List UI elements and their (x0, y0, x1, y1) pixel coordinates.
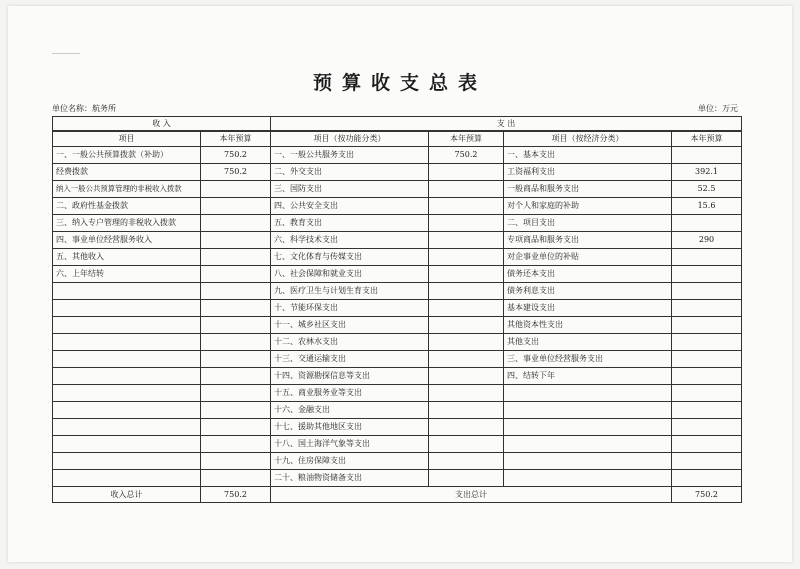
income-value-cell: 750.2 (201, 164, 271, 181)
function-value-cell (429, 402, 504, 419)
income-item-cell (53, 300, 201, 317)
unit-label: 单位：万元 (698, 104, 738, 113)
table-row (53, 283, 742, 300)
economic-value-cell: 290 (672, 232, 742, 249)
function-item-cell: 十七、援助其他地区支出 (271, 419, 429, 436)
function-item-cell: 十三、交通运输支出 (271, 351, 429, 368)
income-value-cell (201, 402, 271, 419)
income-value-cell (201, 334, 271, 351)
income-item-cell (53, 419, 201, 436)
economic-item-cell: 其他支出 (504, 334, 672, 351)
economic-value-cell (672, 351, 742, 368)
function-item-cell: 十、节能环保支出 (271, 300, 429, 317)
col-header-item-econ: 项目（按经济分类） (504, 131, 672, 147)
income-item-cell (53, 470, 201, 487)
economic-item-cell: 对企事业单位的补贴 (504, 249, 672, 266)
economic-item-cell: 四、结转下年 (504, 368, 672, 385)
economic-item-cell: 债务还本支出 (504, 266, 672, 283)
function-value-cell (429, 181, 504, 198)
function-item-cell: 十四、资源勘探信息等支出 (271, 368, 429, 385)
table-row (53, 351, 742, 368)
economic-item-cell: 基本建设支出 (504, 300, 672, 317)
income-value-cell (201, 249, 271, 266)
income-value-cell (201, 283, 271, 300)
economic-item-cell: 三、事业单位经营服务支出 (504, 351, 672, 368)
function-value-cell (429, 198, 504, 215)
economic-value-cell (672, 283, 742, 300)
function-item-cell: 十八、国土海洋气象等支出 (271, 436, 429, 453)
expense-total-value: 750.2 (672, 487, 742, 503)
budget-table (52, 116, 742, 503)
function-value-cell (429, 368, 504, 385)
function-item-cell: 七、文化体育与传媒支出 (271, 249, 429, 266)
income-item-cell: 六、上年结转 (53, 266, 201, 283)
function-value-cell (429, 470, 504, 487)
economic-item-cell: 对个人和家庭的补助 (504, 198, 672, 215)
function-value-cell (429, 334, 504, 351)
income-item-cell (53, 334, 201, 351)
function-item-cell: 十二、农林水支出 (271, 334, 429, 351)
table-row (53, 368, 742, 385)
function-item-cell: 十五、商业服务业等支出 (271, 385, 429, 402)
table-row (53, 402, 742, 419)
income-section-header: 收 入 (53, 117, 271, 132)
function-value-cell (429, 317, 504, 334)
function-value-cell (429, 283, 504, 300)
income-item-cell (53, 402, 201, 419)
table-row (53, 249, 742, 266)
income-item-cell: 二、政府性基金拨款 (53, 198, 201, 215)
table-row (53, 300, 742, 317)
table-row (53, 147, 742, 164)
economic-value-cell (672, 147, 742, 164)
total-row (53, 487, 742, 503)
col-header-item-func: 项目（按功能分类） (271, 131, 429, 147)
income-item-cell (53, 368, 201, 385)
corner-mark: ________ (52, 46, 80, 54)
page-title: 预算收支总表 (312, 72, 487, 94)
income-item-cell (53, 283, 201, 300)
col-header-budget: 本年预算 (201, 131, 271, 147)
table-row (53, 436, 742, 453)
economic-item-cell (504, 402, 672, 419)
income-item-cell: 经费拨款 (53, 164, 201, 181)
function-item-cell: 五、教育支出 (271, 215, 429, 232)
income-value-cell: 750.2 (201, 147, 271, 164)
function-item-cell: 九、医疗卫生与计划生育支出 (271, 283, 429, 300)
expense-section-header: 支 出 (271, 117, 742, 132)
economic-value-cell: 392.1 (672, 164, 742, 181)
function-value-cell (429, 453, 504, 470)
unit-name-label: 单位名称：航务所 (52, 104, 116, 113)
economic-value-cell (672, 215, 742, 232)
income-value-cell (201, 436, 271, 453)
function-value-cell (429, 215, 504, 232)
economic-value-cell (672, 385, 742, 402)
function-value-cell: 750.2 (429, 147, 504, 164)
economic-value-cell (672, 368, 742, 385)
economic-value-cell (672, 453, 742, 470)
function-value-cell (429, 300, 504, 317)
economic-item-cell (504, 385, 672, 402)
income-item-cell: 一、一般公共预算拨款（补助） (53, 147, 201, 164)
economic-item-cell (504, 470, 672, 487)
table-row (53, 232, 742, 249)
income-value-cell (201, 266, 271, 283)
income-item-cell: 纳入一般公共预算管理的非税收入拨款 (53, 181, 201, 198)
table-row (53, 385, 742, 402)
economic-item-cell (504, 419, 672, 436)
table-row (53, 215, 742, 232)
income-item-cell: 三、纳入专户管理的非税收入拨款 (53, 215, 201, 232)
expense-total-label: 支出总计 (271, 487, 672, 503)
col-header-budget-func: 本年预算 (429, 131, 504, 147)
table-row (53, 164, 742, 181)
economic-item-cell (504, 453, 672, 470)
economic-item-cell: 二、项目支出 (504, 215, 672, 232)
economic-item-cell: 其他资本性支出 (504, 317, 672, 334)
table-row (53, 266, 742, 283)
economic-value-cell (672, 402, 742, 419)
economic-item-cell: 工资福利支出 (504, 164, 672, 181)
table-row (53, 419, 742, 436)
economic-value-cell: 52.5 (672, 181, 742, 198)
income-value-cell (201, 453, 271, 470)
economic-item-cell: 债务利息支出 (504, 283, 672, 300)
income-item-cell (53, 453, 201, 470)
function-value-cell (429, 232, 504, 249)
economic-value-cell (672, 300, 742, 317)
income-item-cell (53, 317, 201, 334)
income-value-cell (201, 317, 271, 334)
col-header-item: 项目 (53, 131, 201, 147)
economic-value-cell (672, 419, 742, 436)
function-item-cell: 三、国防支出 (271, 181, 429, 198)
income-item-cell: 四、事业单位经营服务收入 (53, 232, 201, 249)
function-item-cell: 十六、金融支出 (271, 402, 429, 419)
economic-value-cell (672, 266, 742, 283)
function-value-cell (429, 249, 504, 266)
income-item-cell (53, 436, 201, 453)
income-value-cell (201, 198, 271, 215)
document-page (8, 6, 792, 562)
economic-item-cell (504, 436, 672, 453)
income-value-cell (201, 385, 271, 402)
table-row (53, 317, 742, 334)
function-value-cell (429, 385, 504, 402)
function-item-cell: 二十、粮油物资储备支出 (271, 470, 429, 487)
function-value-cell (429, 266, 504, 283)
income-value-cell (201, 181, 271, 198)
economic-value-cell (672, 470, 742, 487)
economic-value-cell: 15.6 (672, 198, 742, 215)
economic-value-cell (672, 249, 742, 266)
column-header-row (53, 131, 742, 147)
table-row (53, 198, 742, 215)
income-value-cell (201, 232, 271, 249)
economic-value-cell (672, 436, 742, 453)
function-value-cell (429, 419, 504, 436)
function-item-cell: 六、科学技术支出 (271, 232, 429, 249)
table-row (53, 181, 742, 198)
income-value-cell (201, 351, 271, 368)
economic-item-cell: 一般商品和服务支出 (504, 181, 672, 198)
economic-value-cell (672, 334, 742, 351)
function-value-cell (429, 351, 504, 368)
income-total-value: 750.2 (201, 487, 271, 503)
function-item-cell: 二、外交支出 (271, 164, 429, 181)
income-item-cell: 五、其他收入 (53, 249, 201, 266)
function-item-cell: 十九、住房保障支出 (271, 453, 429, 470)
economic-item-cell: 一、基本支出 (504, 147, 672, 164)
economic-item-cell: 专项商品和服务支出 (504, 232, 672, 249)
function-value-cell (429, 436, 504, 453)
income-value-cell (201, 215, 271, 232)
function-item-cell: 十一、城乡社区支出 (271, 317, 429, 334)
income-item-cell (53, 351, 201, 368)
table-row (53, 453, 742, 470)
table-row (53, 334, 742, 351)
function-item-cell: 一、一般公共服务支出 (271, 147, 429, 164)
function-item-cell: 四、公共安全支出 (271, 198, 429, 215)
section-header-row (53, 117, 742, 132)
economic-value-cell (672, 317, 742, 334)
income-value-cell (201, 470, 271, 487)
income-total-label: 收入总计 (53, 487, 201, 503)
income-value-cell (201, 419, 271, 436)
table-row (53, 470, 742, 487)
income-value-cell (201, 300, 271, 317)
function-value-cell (429, 164, 504, 181)
income-value-cell (201, 368, 271, 385)
function-item-cell: 八、社会保障和就业支出 (271, 266, 429, 283)
income-item-cell (53, 385, 201, 402)
col-header-budget-econ: 本年预算 (672, 131, 742, 147)
